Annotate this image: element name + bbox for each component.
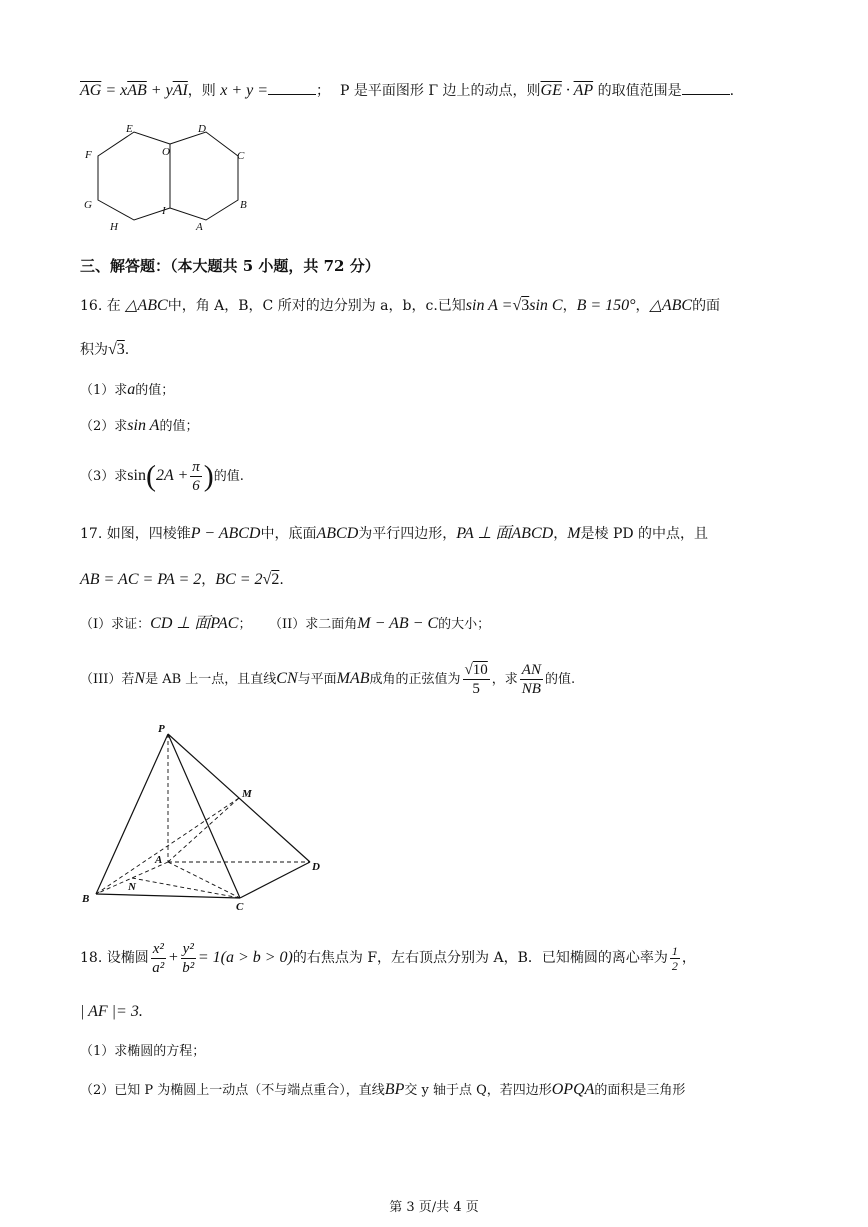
q17-line-2 [80,570,284,590]
q18-x2: x² [152,940,164,957]
q18-half-den: 2 [671,958,678,973]
q17-pyramid: P − ABCD [190,525,261,542]
q17-frac-sqrt10-5 [463,661,490,698]
q16-frac-den: 6 [192,478,200,494]
pyramid-figure [78,718,328,918]
q17-p3-cn: CN [276,670,298,687]
q17-period: . [279,572,284,588]
label-f: F [85,149,92,161]
q16-area-period: . [124,342,130,358]
q16-pi-over-6 [190,458,202,495]
label-a: A [196,221,203,232]
vec-ag: $\overline{AG}$ [80,82,102,99]
q18-p2-text-a: （2）已知 P 为椭圆上一动点（不与端点重合），直线 [80,1083,385,1098]
label-b: B [240,199,247,211]
q16-sin-a: sin A = [465,297,513,314]
vec-ab: $\overline{AB}$ [127,82,147,99]
q16-comma: ， [562,298,577,314]
q17-part-3 [80,658,575,701]
q17-p2-label: （II）求二面角 [275,617,358,632]
q16-prefix: 16. 在 [80,298,121,314]
q17-p3-label: （III）若 [80,672,135,687]
q17-frac1-den: 5 [472,681,480,697]
double-hexagon-figure [78,122,258,232]
q18-part-2 [80,1080,685,1101]
q17-text-c: 为平行四边形， [358,526,457,542]
q18-bp: BP [384,1081,405,1098]
q18-line-2: | AF |= 3. [80,1003,143,1020]
label-p: P [158,723,165,735]
q17-p2-expr: M − AB − C [357,615,439,632]
q16-text1: 中，角 A，B，C 所对的边分别为 a，b，c.已知 [167,298,466,314]
q16-paren-open: ( [145,459,156,493]
q16-p3-label: （3）求 [80,469,128,484]
q16-sin-c: sin C [529,297,563,314]
q16-p3-tail: 的值. [213,469,244,484]
q17-p3-text-c: 与平面 [297,672,337,687]
q18-b2: b² [182,959,195,976]
q16-frac-num: π [192,459,200,475]
label-e: E [126,123,133,135]
q18-line-1: 18. 设椭圆 $\frac{\text{x²}}{\text{a²}}$ + $\frac{\text{y²}}{\text{b²}}$ = 1(a > b > 0)的右焦点为 F，左右顶点分别为 A，B．已知椭圆的离心率为 $\frac{1}{2}$ ， [80,940,696,976]
q17-p2-tail: 的大小； [438,617,491,632]
label-n: N [128,881,136,893]
q18-condition: = 1(a > b > 0) [197,949,293,966]
q15-line [80,80,734,101]
label-c-pyr: C [236,901,244,913]
q17-p1-label: （I）求证： [80,617,151,632]
q15-period: . [729,83,735,99]
q17-bc: BC = 2 [215,571,263,588]
q15-then: ，则 [187,83,221,99]
q17-p3-tail: 的值. [544,672,576,687]
q17-frac1-num-rad: 10 [472,662,488,678]
q18-text-c: ， [681,950,696,966]
q16-part-2 [80,416,198,437]
q18-half-num: 1 [671,943,678,958]
q17-text-d: ， [553,526,568,542]
q16-p1-label: （1）求 [80,383,128,398]
q16-triangle: △ABC [125,297,168,314]
q16-line-2 [80,340,129,360]
label-g: G [84,199,92,211]
q17-frac1-num: √10 [464,662,488,678]
q17-comma: ， [201,572,216,588]
q16-line-1 [80,296,720,316]
label-b-pyr: B [82,893,90,905]
q17-pa-perp: PA ⊥ 面ABCD [456,525,554,542]
q18-p2-text-c: 的面积是三角形 [594,1083,686,1098]
q17-sqrt2: √2 [262,571,280,588]
label-h: H [110,221,118,232]
q16-area-sqrt: √3 [108,341,125,358]
q17-p3-text-b: 是 AB 上一点，且直线 [145,672,277,687]
q17-p1-expr: CD ⊥ 面PAC [150,615,239,632]
q17-p3-text-e: ，求 [491,672,518,687]
q17-abcd: ABCD [316,525,359,542]
q16-paren-close: ) [203,459,214,493]
q16-p3-sin: sin [127,467,146,484]
q17-p3-text-d: 成角的正弦值为 [369,672,461,687]
q17-sqrt2-rad: 2 [271,571,280,588]
q16-p2-expr: sin A [127,417,160,434]
q15-eq: = x [101,82,128,99]
q17-intro: 17. 如图，四棱锥 [80,526,191,542]
q16-p1-tail: 的值； [135,383,175,398]
q15-semicolon: ； [316,83,331,99]
q18-frac-x2a2 [151,940,166,977]
q18-opqa: OPQA [551,1081,595,1098]
q17-text-e: 是棱 PD 的中点，且 [580,526,709,542]
label-d: D [198,123,206,135]
q15-range: 的取值范围是 [593,83,682,99]
page-footer: 第 3 页/共 4 页 [389,1200,479,1215]
q17-frac2-num: AN [521,662,541,678]
q17-line-1 [80,524,708,544]
q15-dot: · [561,82,574,99]
q16-p2-label: （2）求 [80,419,128,434]
q17-p3-mab: MAB [336,670,370,687]
q17-p3-n: N [134,670,146,687]
q18-frac-y2b2 [181,940,196,977]
q16-part-3 [80,456,244,497]
q17-part-1-2 [80,614,490,635]
q16-p3-inner: 2A + [155,467,189,484]
vec-ap: $\overline{AP}$ [573,82,594,99]
q18-part-1: （1）求椭圆的方程； [80,1044,206,1059]
q18-intro: 18. 设椭圆 [80,950,149,966]
vec-ge: $\overline{GE}$ [540,82,562,99]
q18-p2-text-b: 交 y 轴于点 Q，若四边形 [404,1083,552,1098]
q17-m: M [567,525,581,542]
q17-equal-sides: AB = AC = PA = 2 [80,571,202,588]
q16-p1-var: a [127,381,136,398]
q15-p-desc: P 是平面图形 Γ 边上的动点，则 [340,83,541,99]
q16-sqrt3-rad: 3 [521,297,530,314]
label-d-pyr: D [312,861,320,873]
q17-text-b: 中，底面 [260,526,317,542]
q16-area-text: 积为 [80,342,108,358]
label-c: C [237,150,245,162]
q16-text2: 的面 [692,298,721,314]
q18-frac-half [670,944,680,973]
label-i: I [162,205,166,217]
q16-area-rad: 3 [116,341,125,358]
q16-comma-2: ， [635,298,650,314]
q18-y2: y² [182,940,194,957]
label-a-pyr: A [155,854,163,866]
q17-frac2-den: NB [521,681,541,697]
q17-p1-tail: ； [238,617,252,632]
q16-part-1 [80,380,174,401]
q16-p2-tail: 的值； [159,419,199,434]
q15-xy: x + y = [220,82,269,99]
q16-b150: B = 150° [576,297,636,314]
q18-a2: a² [152,959,165,976]
q15-plus-y: + y [146,82,173,99]
q16-triangle-2: △ABC [649,297,693,314]
label-o: O [162,146,170,158]
q17-frac-an-nb [520,661,543,698]
q18-text-b: 的右焦点为 F，左右顶点分别为 A，B．已知椭圆的离心率为 [292,950,668,966]
label-m: M [242,788,252,800]
q16-sqrt3: √3 [512,297,530,314]
q15-blank-1 [268,80,316,95]
q15-blank-2 [682,80,730,95]
vec-ai: $\overline{AI}$ [172,82,188,99]
section-heading: 三、解答题：（本大题共 5 小题，共 72 分） [80,257,380,275]
